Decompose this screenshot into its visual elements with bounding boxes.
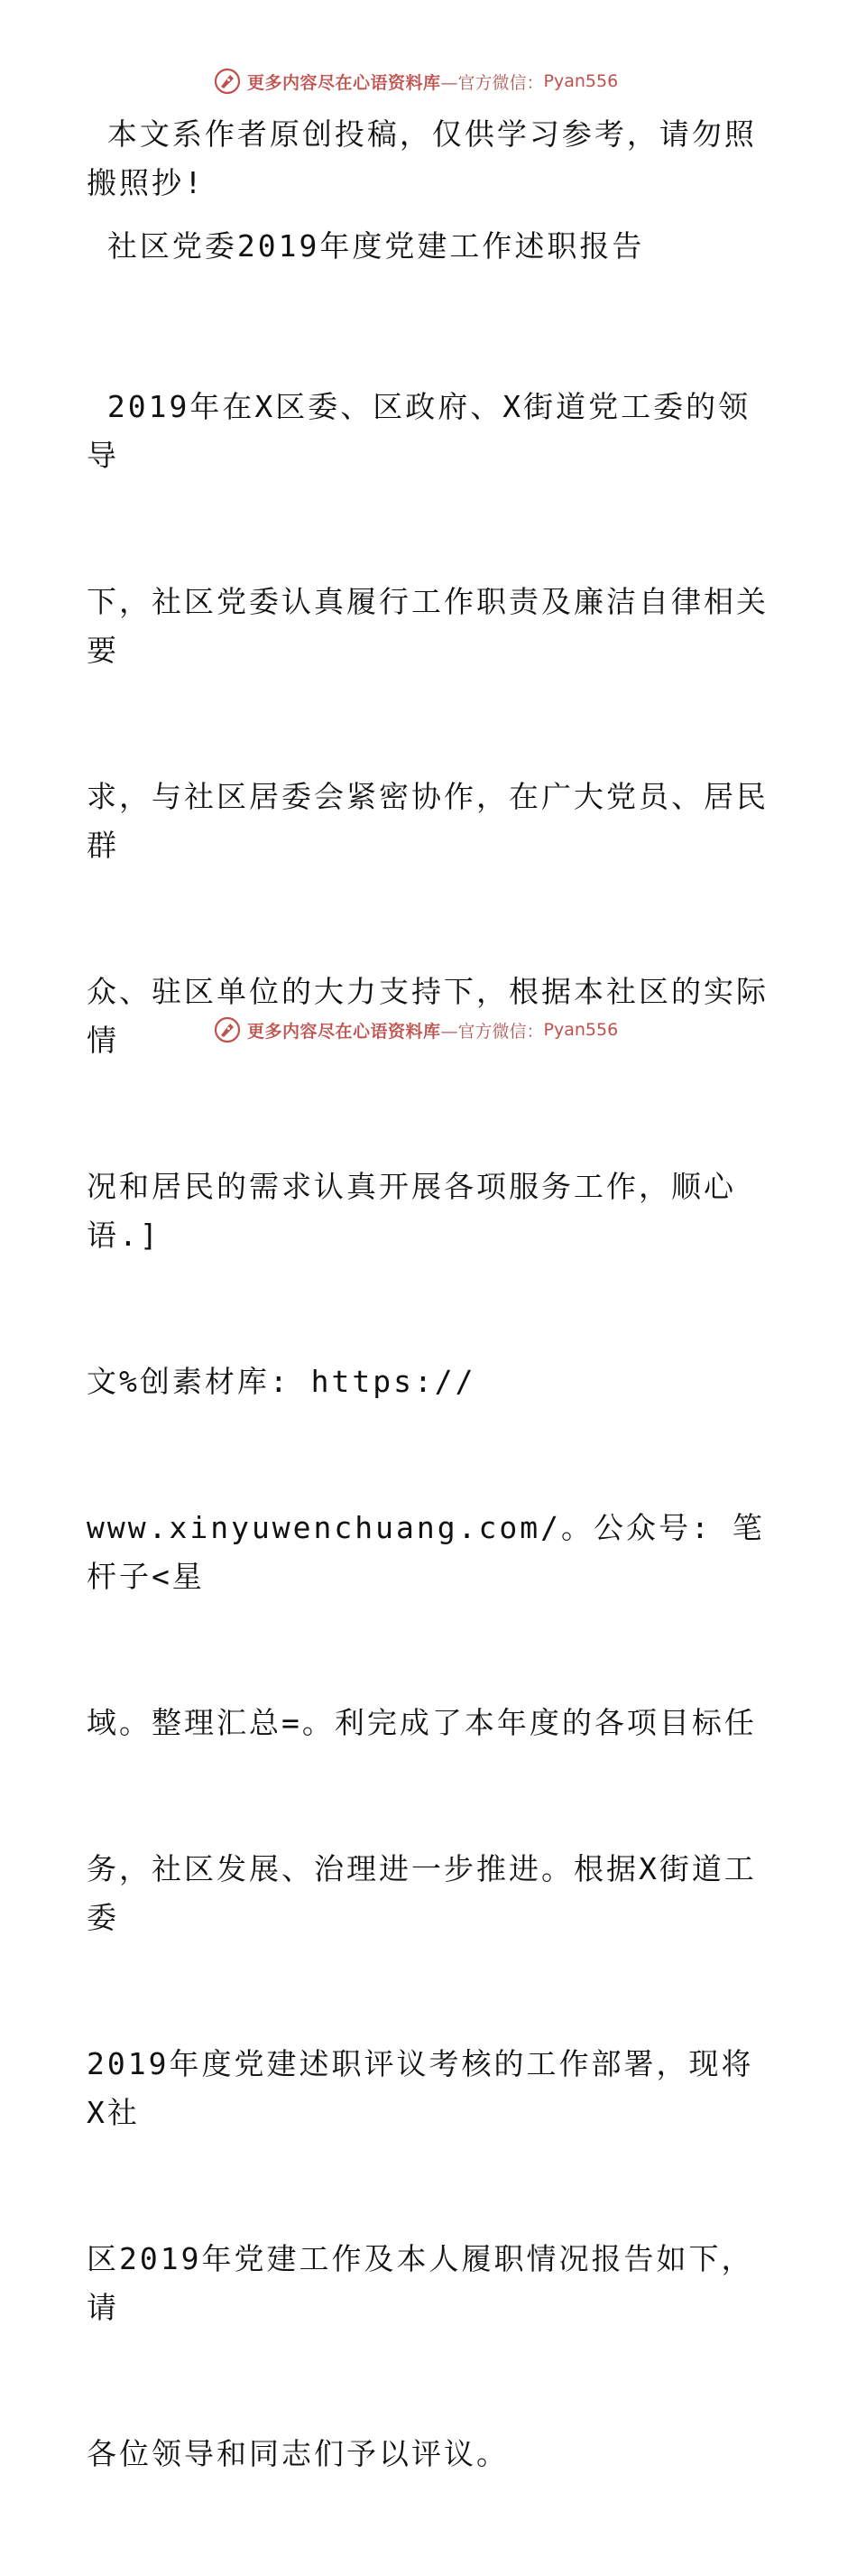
pen-nib-logo-icon xyxy=(213,1015,242,1044)
body-line: 2019年度党建述职评议考核的工作部署，现将X社 xyxy=(87,2046,754,2130)
body-line: 各位领导和同志们予以评议。 xyxy=(87,2436,509,2471)
body-line: 求，与社区居委会紧密协作，在广大党员、居民群 xyxy=(87,779,769,863)
watermark-handle: Pyan556 xyxy=(543,1020,619,1040)
body-line: 区2019年党建工作及本人履职情况报告如下，请 xyxy=(87,2241,754,2325)
watermark-header xyxy=(213,65,618,97)
document-body xyxy=(87,110,772,2576)
document-title: 社区党委2019年度党建工作述职报告 xyxy=(87,228,645,264)
watermark-separator: —官方微信： xyxy=(440,1021,544,1042)
watermark-text: 更多内容尽在心语资料库 xyxy=(247,72,441,93)
body-line: www.xinyuwenchuang.com/。公众号: 笔杆子<星 xyxy=(87,1510,765,1594)
body-line: 域。整理汇总=。利完成了本年度的各项目标任 xyxy=(87,1705,757,1740)
watermark-text: 更多内容尽在心语资料库 xyxy=(247,1021,441,1042)
watermark-footer xyxy=(213,1014,618,1046)
watermark-separator: —官方微信： xyxy=(440,72,544,93)
watermark-handle: Pyan556 xyxy=(543,71,619,91)
body-line: 文%创素材库: https:// xyxy=(87,1364,476,1399)
pen-nib-logo-icon xyxy=(213,67,242,96)
body-line: 下，社区党委认真履行工作职责及廉洁自律相关要 xyxy=(87,584,769,668)
report-paragraph xyxy=(87,285,772,2576)
body-line: 2019年在X区委、区政府、X街道党工委的领导 xyxy=(87,389,751,473)
body-line: 务，社区发展、治理进一步推进。根据X街道工委 xyxy=(87,1851,757,1935)
body-line: 况和居民的需求认真开展各项服务工作，顺心语.] xyxy=(87,1169,736,1253)
notice-paragraph: 本文系作者原创投稿，仅供学习参考，请勿照搬照抄! xyxy=(87,116,757,200)
body-line: 众、驻区单位的大力支持下，根据本社区的实际情 xyxy=(87,974,769,1058)
